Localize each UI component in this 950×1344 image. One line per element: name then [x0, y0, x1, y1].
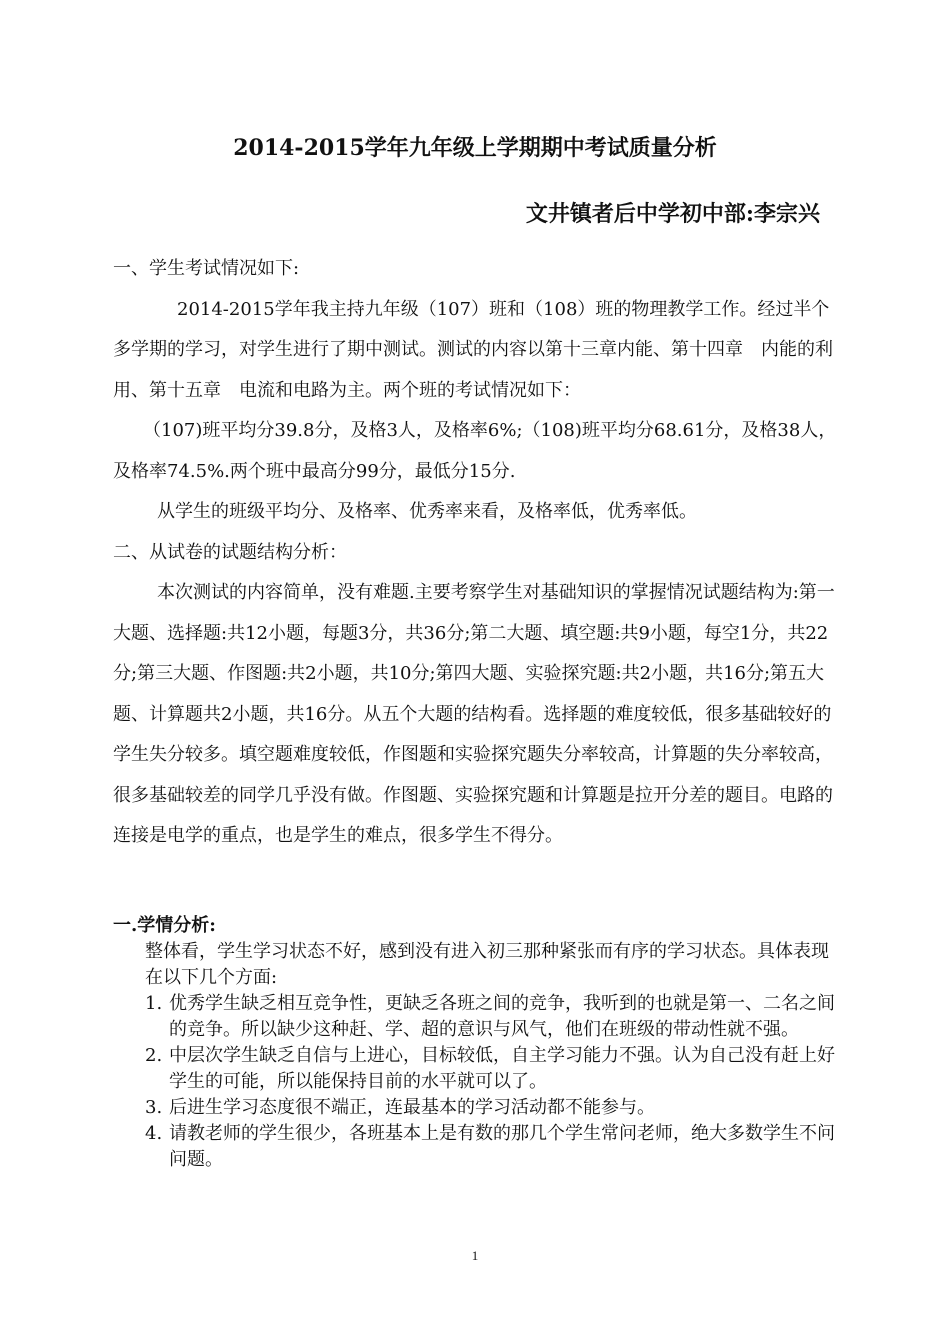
section1-paragraph-1: 2014-2015学年我主持九年级（107）班和（108）班的物理教学工作。经过半个多学期的学习，对学生进行了期中测试。测试的内容以第十三章内能、第十四章 内能的利用、第十五章 电流和电路为主。两个班的考试情况如下： [113, 298, 833, 401]
page-number: 1 [471, 1248, 479, 1263]
document-title: 2014-2015学年九年级上学期期中考试质量分析 [233, 135, 717, 161]
list-item [145, 991, 840, 1043]
list-item-number: 4. [145, 1123, 163, 1144]
section3-heading: 一.学情分析: [113, 915, 216, 936]
list-item-text: 中层次学生缺乏自信与上进心，目标较低，自主学习能力不强。认为自己没有赶上好学生的可能，所以能保持目前的水平就可以了。 [169, 1045, 835, 1092]
section1-heading: 一、学生考试情况如下: [113, 258, 300, 279]
section2-heading: 二、从试卷的试题结构分析： [113, 541, 347, 563]
analysis-list [113, 991, 840, 1173]
list-item-number: 2. [145, 1045, 163, 1066]
section3-intro: 整体看，学生学习状态不好，感到没有进入初三那种紧张而有序的学习状态。具体表现在以下几个方面: [145, 941, 829, 988]
section1-paragraph-3: 从学生的班级平均分、及格率、优秀率来看，及格率低，优秀率低。 [157, 501, 697, 522]
main-body [113, 249, 840, 857]
list-item-text: 后进生学习态度很不端正，连最基本的学习活动都不能参与。 [169, 1097, 655, 1118]
list-item-text: 请教老师的学生很少，各班基本上是有数的那几个学生常问老师，绝大多数学生不问问题。 [169, 1123, 835, 1170]
list-item-number: 1. [145, 993, 163, 1014]
author-line: 文井镇者后中学初中部:李宗兴 [525, 201, 820, 227]
list-item [145, 1095, 840, 1121]
section1-paragraph-2: （107)班平均分39.8分，及格3人，及格率6%;（108)班平均分68.61分，及格38人， 及格率74.5%.两个班中最高分99分，最低分15分. [113, 420, 837, 482]
list-item [145, 1043, 840, 1095]
learning-analysis-section [113, 913, 840, 1173]
section2-paragraph-1: 本次测试的内容简单，没有难题.主要考察学生对基础知识的掌握情况试题结构为:第一大题、选择题:共12小题，每题3分，共36分;第二大题、填空题:共9小题，每空1分，共22分;第三大题、作图题:共2小题，共10分;第四大题、实验探究题:共2小题，共16分;第五大题、计算题共2小题，共16分。从五个大题的结构看。选择题的难度较低，很多基础较好的学生失分较多。填空题难度较低，作图题和实验探究题失分率较高，计算题的失分率较高，很多基础较差的同学几乎没有做。作图题、实验探究题和计算题是拉开分差的题目。电路的连接是电学的重点，也是学生的难点，很多学生不得分。 [113, 582, 835, 846]
list-item-text: 优秀学生缺乏相互竞争性，更缺乏各班之间的竞争，我听到的也就是第一、二名之间的竞争。所以缺少这种赶、学、超的意识与风气，他们在班级的带动性就不强。 [169, 993, 835, 1040]
list-item-number: 3. [145, 1097, 163, 1118]
list-item [145, 1121, 840, 1173]
